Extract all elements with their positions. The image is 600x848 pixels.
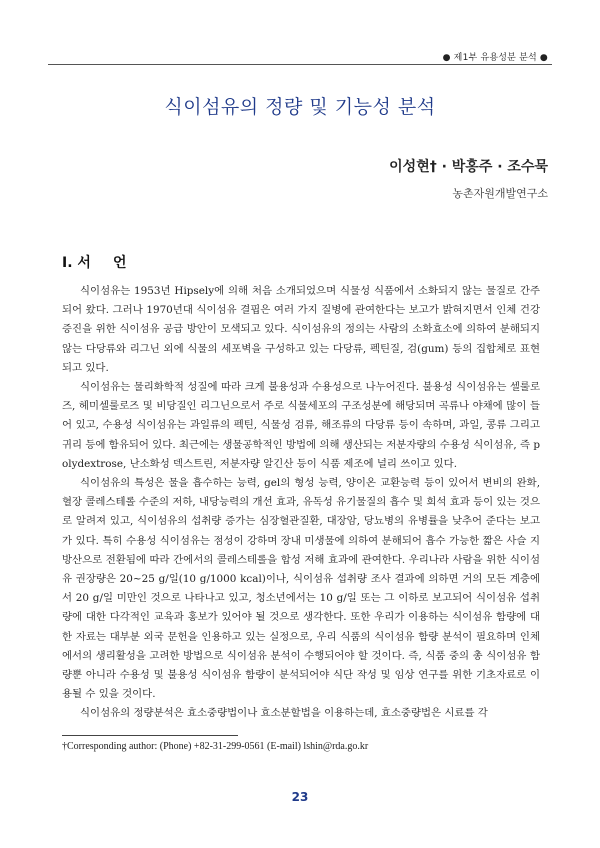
body-text: [62, 282, 540, 724]
section-title-part1: 서: [77, 255, 91, 271]
footnote: †Corresponding author: (Phone) +82-31-299-0561 (E-mail) lshin@rda.go.kr: [62, 741, 369, 752]
paper-title: 식이섬유의 정량 및 기능성 분석: [164, 96, 436, 118]
page-number: 23: [291, 790, 309, 804]
paragraph-1: 식이섬유는 1953년 Hipsely에 의해 처음 소개되었으며 식물성 식품에서 소화되지 않는 물질로 간주되어 왔다. 그러나 1970년대 식이섬유 결핍은 여러 가지 질병에 관여한다는 보고가 밝혀지면서 인체 건강 증진을 위한 식이섬유 공급 방안이 모색되고 있다. 식이섬유의 정의는 사람의 소화효소에 의하여 분해되지 않는 다당류와 리그닌 외에 식물의 세포벽을 구성하고 있는 다당류, 펙틴질, 검(gum) 등의 집합체로 표현되고 있다.: [62, 285, 540, 374]
footnote-rule: [62, 735, 238, 736]
affiliation: 농촌자원개발연구소: [452, 187, 548, 200]
section-heading: [62, 252, 126, 272]
author-list: 이성현† · 박홍주 · 조수묵: [389, 159, 548, 175]
running-header: ● 제1부 유용성분 분석 ●: [442, 53, 548, 63]
paragraph-4: 식이섬유의 정량분석은 효소중량법이나 효소분할법을 이용하는데, 효소중량법은 시료를 각: [80, 707, 488, 720]
section-number: I.: [62, 255, 73, 271]
paragraph-2: 식이섬유는 물리화학적 성질에 따라 크게 불용성과 수용성으로 나누어진다. 불용성 식이섬유는 셀룰로즈, 헤미셀룰로즈 및 비당질인 리그닌으로서 주로 식물세포의 구조성분에 해당되며 곡류나 야채에 많이 들어 있고, 수용성 식이섬유는 과일류의 펙틴, 식물성 검류, 해조류의 다당류 등이 속하며, 과일, 콩류 그리고 귀리 등에 함유되어 있다. 최근에는 생물공학적인 방법에 의해 생산되는 저분자량의 수용성 식이섬유, 즉 polydextrose, 난소화성 덱스트린, 저분자량 알긴산 등이 식품 제조에 널리 쓰이고 있다.: [62, 381, 540, 470]
header-rule: [48, 64, 552, 65]
section-title-part2: 언: [112, 255, 127, 271]
paragraph-3: 식이섬유의 특성은 물을 흡수하는 능력, gel의 형성 능력, 양이온 교환능력 등이 있어서 변비의 완화, 혈장 콜레스테롤 수준의 저하, 내당능력의 개선 효과, 유독성 유기물질의 흡수 및 희석 효과 등이 있는 것으로 알려져 있고, 식이섬유의 섭취량 증가는 심장혈관질환, 대장암, 당뇨병의 유병률을 낮추어 준다는 보고가 있다. 특히 수용성 식이섬유는 점성이 강하며 장내 미생물에 의하여 분해되어 흡수 가능한 짧은 사슬 지방산으로 전환됨에 따라 간에서의 콜레스테롤을 합성 저해 효과에 관여한다. 우리나라 사람을 위한 식이섬유 권장량은 20~25 g/일(10 g/1000 kcal)이나, 식이섬유 섭취량 조사 결과에 의하면 거의 모든 계층에서 20 g/일 미만인 것으로 나타나고 있고, 청소년에서는 10 g/일 또는 그 이하로 보고되어 식이섬유 섭취량에 대한 다각적인 교육과 홍보가 있어야 될 것으로 생각한다. 또한 우리가 이용하는 식이섬유 함량에 대한 자료는 대부분 외국 문헌을 인용하고 있는 실정으로, 우리 식품의 식이섬유 함량 분석이 필요하며 인체에서의 생리활성을 고려한 방법으로 식이섬유 분석이 수행되어야 할 것이다. 즉, 식품 중의 총 식이섬유 함량뿐 아니라 수용성 및 불용성 식이섬유 함량이 분석되어야 식단 작성 및 임상 연구를 위한 기초자료로 이용될 수 있을 것이다.: [62, 477, 540, 701]
